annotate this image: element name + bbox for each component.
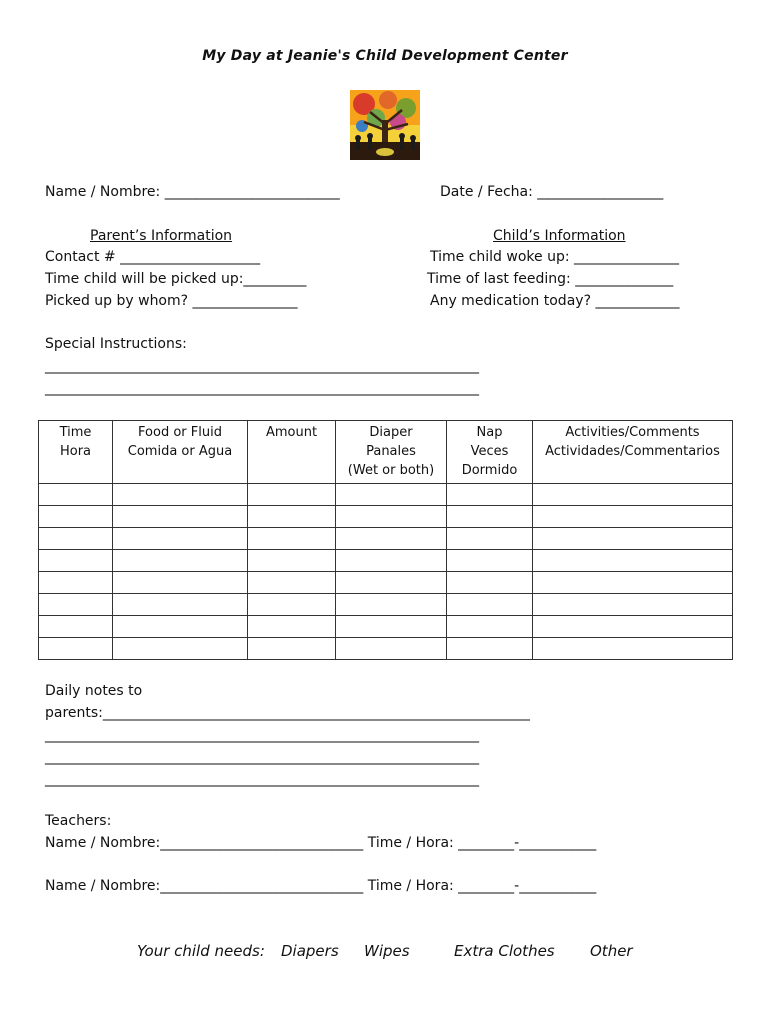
table-header-row [39,421,733,484]
table-cell[interactable] [113,616,248,638]
date-field[interactable]: Date / Fecha: __________________ [440,184,664,200]
child-info-heading: Child’s Information [493,228,626,244]
table-cell[interactable] [113,572,248,594]
table-cell[interactable] [113,638,248,660]
table-row [39,484,733,506]
daily-log-table [38,420,733,660]
table-cell[interactable] [533,572,733,594]
table-cell[interactable] [533,638,733,660]
daily-notes-line[interactable]: ______________________________________________________________ [45,749,479,765]
woke-up-field[interactable]: Time child woke up: _______________ [430,249,680,265]
column-header-time: Time Hora [39,421,113,484]
table-cell[interactable] [248,594,336,616]
table-cell[interactable] [447,594,533,616]
table-cell[interactable] [336,572,447,594]
need-wipes[interactable]: Wipes [364,942,410,960]
table-row [39,638,733,660]
column-header-amount: Amount [248,421,336,484]
table-cell[interactable] [113,594,248,616]
column-header-food: Food or Fluid Comida or Agua [113,421,248,484]
special-instructions-line[interactable]: ______________________________________________________________ [45,380,479,396]
contact-field[interactable]: Contact # ____________________ [45,249,261,265]
table-cell[interactable] [447,506,533,528]
page-title: My Day at Jeanie's Child Development Center [202,48,568,64]
daily-notes-label: Daily notes to [45,683,143,699]
daily-notes-line[interactable]: parents:_____________________________________________________________ [45,705,530,721]
table-cell[interactable] [447,550,533,572]
table-cell[interactable] [39,528,113,550]
table-cell[interactable] [447,484,533,506]
table-row [39,572,733,594]
teachers-label: Teachers: [45,813,112,829]
table-cell[interactable] [113,550,248,572]
special-instructions-label: Special Instructions: [45,336,187,352]
table-row [39,550,733,572]
table-cell[interactable] [39,572,113,594]
table-cell[interactable] [336,594,447,616]
table-cell[interactable] [336,484,447,506]
table-cell[interactable] [533,506,733,528]
table-cell[interactable] [336,638,447,660]
table-cell[interactable] [113,506,248,528]
table-row [39,616,733,638]
table-cell[interactable] [248,616,336,638]
special-instructions-line[interactable]: ______________________________________________________________ [45,358,479,374]
table-cell[interactable] [533,484,733,506]
table-row [39,594,733,616]
need-other[interactable]: Other [590,942,633,960]
table-cell[interactable] [336,506,447,528]
column-header-diaper: Diaper Panales (Wet or both) [336,421,447,484]
teacher-row-1[interactable]: Name / Nombre:_____________________________ Time / Hora: ________-___________ [45,835,597,851]
table-cell[interactable] [39,638,113,660]
table-cell[interactable] [533,550,733,572]
table-cell[interactable] [248,550,336,572]
table-cell[interactable] [336,616,447,638]
picked-up-by-field[interactable]: Picked up by whom? _______________ [45,293,298,309]
column-header-activities: Activities/Comments Actividades/Commentarios [533,421,733,484]
table-cell[interactable] [39,616,113,638]
table-cell[interactable] [39,550,113,572]
table-cell[interactable] [533,616,733,638]
teacher-row-2[interactable]: Name / Nombre:_____________________________ Time / Hora: ________-___________ [45,878,597,894]
table-row [39,506,733,528]
table-cell[interactable] [447,616,533,638]
table-cell[interactable] [533,594,733,616]
name-field[interactable]: Name / Nombre: _________________________ [45,184,340,200]
table-row [39,528,733,550]
medication-field[interactable]: Any medication today? ____________ [430,293,680,309]
need-extra-clothes[interactable]: Extra Clothes [454,942,555,960]
table-cell[interactable] [248,528,336,550]
table-cell[interactable] [447,638,533,660]
child-needs-label: Your child needs: [137,942,265,960]
table-cell[interactable] [336,528,447,550]
pickup-time-field[interactable]: Time child will be picked up:_________ [45,271,307,287]
table-cell[interactable] [248,506,336,528]
tree-logo-icon [350,90,420,160]
table-cell[interactable] [336,550,447,572]
table-cell[interactable] [39,506,113,528]
parent-info-heading: Parent’s Information [90,228,233,244]
table-cell[interactable] [248,572,336,594]
last-feeding-field[interactable]: Time of last feeding: ______________ [427,271,674,287]
need-diapers[interactable]: Diapers [281,942,339,960]
column-header-nap: Nap Veces Dormido [447,421,533,484]
table-cell[interactable] [113,484,248,506]
daily-notes-line[interactable]: ______________________________________________________________ [45,771,479,787]
table-cell[interactable] [39,484,113,506]
daily-notes-line[interactable]: ______________________________________________________________ [45,727,479,743]
table-cell[interactable] [248,638,336,660]
table-cell[interactable] [248,484,336,506]
table-cell[interactable] [533,528,733,550]
table-cell[interactable] [113,528,248,550]
table-cell[interactable] [39,594,113,616]
table-cell[interactable] [447,528,533,550]
table-cell[interactable] [447,572,533,594]
